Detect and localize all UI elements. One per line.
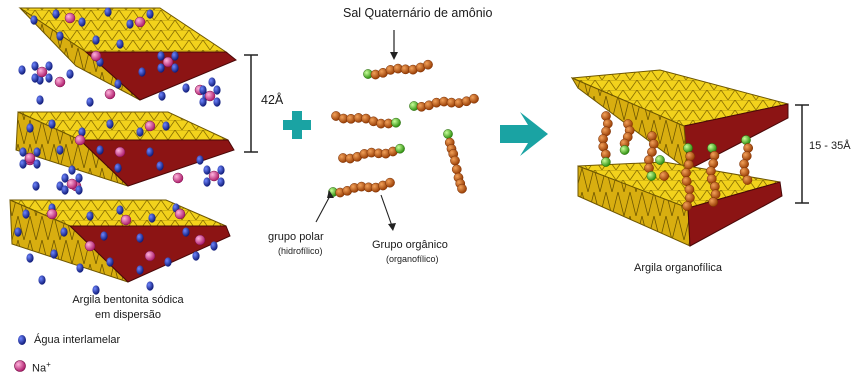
sodium-ion <box>205 91 215 101</box>
water-molecule <box>182 83 189 92</box>
water-molecule <box>19 147 26 156</box>
water-molecule <box>61 185 68 194</box>
water-molecule <box>22 209 29 218</box>
legend-sodium-charge: + <box>46 360 51 369</box>
water-molecule <box>203 177 210 186</box>
water-molecule <box>60 227 67 236</box>
sodium-ion <box>85 241 95 251</box>
sodium-ion <box>209 171 219 181</box>
ammonium-chain <box>620 119 634 154</box>
water-molecule <box>146 147 153 156</box>
sodium-ion <box>121 215 131 225</box>
water-molecule <box>136 233 143 242</box>
water-molecule <box>86 211 93 220</box>
water-molecule <box>116 205 123 214</box>
water-molecule <box>171 63 178 72</box>
sodium-ion-icon <box>15 361 26 372</box>
water-molecule <box>138 67 145 76</box>
water-molecule <box>208 77 215 86</box>
water-molecule <box>26 253 33 262</box>
water-molecule <box>48 119 55 128</box>
water-molecule <box>158 91 165 100</box>
legend-water-label: Água interlamelar <box>34 334 121 346</box>
organic-group-label: Grupo orgânico <box>372 239 448 251</box>
water-molecule <box>31 73 38 82</box>
water-molecule <box>213 85 220 94</box>
bentonite-stack <box>10 7 236 294</box>
plus-sign <box>283 111 311 139</box>
group-pointers <box>316 190 396 231</box>
water-molecule <box>33 147 40 156</box>
water-molecule <box>116 39 123 48</box>
water-molecule <box>45 61 52 70</box>
sodium-ion <box>25 153 35 163</box>
water-molecule <box>213 97 220 106</box>
ammonium-chain <box>443 129 466 193</box>
water-molecule <box>56 145 63 154</box>
water-molecule <box>199 85 206 94</box>
water-molecule <box>192 251 199 260</box>
water-molecule <box>157 51 164 60</box>
sodium-ion <box>145 251 155 261</box>
water-molecule <box>217 165 224 174</box>
water-molecule <box>182 227 189 236</box>
ammonium-chain <box>328 178 394 197</box>
water-molecule <box>162 121 169 130</box>
ammonium-chain <box>338 144 404 163</box>
ammonium-chain <box>409 94 478 111</box>
water-molecule <box>31 61 38 70</box>
water-molecule <box>136 127 143 136</box>
water-molecule <box>92 35 99 44</box>
right-spacing-bracket <box>795 105 809 203</box>
water-molecule <box>68 165 75 174</box>
organic-group-sub: (organofílico) <box>386 254 439 264</box>
ammonium-chain <box>331 111 400 128</box>
bentonite-caption-line1: Argila bentonita sódica <box>72 294 184 306</box>
sodium-ion <box>105 89 115 99</box>
water-molecule <box>157 63 164 72</box>
water-molecule <box>156 161 163 170</box>
water-molecule <box>78 17 85 26</box>
water-molecule <box>106 257 113 266</box>
sodium-ion <box>91 51 101 61</box>
water-molecule <box>75 173 82 182</box>
sodium-ion <box>75 135 85 145</box>
sodium-ion <box>115 147 125 157</box>
water-molecule <box>50 249 57 258</box>
water-molecule <box>75 185 82 194</box>
water-molecule <box>196 155 203 164</box>
sodium-ion <box>47 209 57 219</box>
water-molecule <box>146 9 153 18</box>
water-molecule <box>148 213 155 222</box>
sodium-ion <box>163 57 173 67</box>
water-molecule <box>45 73 52 82</box>
sodium-ion <box>175 209 185 219</box>
quaternary-ammonium-molecules <box>328 60 478 197</box>
water-molecule <box>100 231 107 240</box>
organoclay-lower-layer <box>578 162 782 246</box>
water-molecule <box>52 9 59 18</box>
water-molecule <box>210 241 217 250</box>
sodium-ion <box>55 77 65 87</box>
process-arrow <box>500 112 548 156</box>
water-molecule <box>217 177 224 186</box>
water-molecule <box>114 79 121 88</box>
quaternary-salt-label: Sal Quaternário de amônio <box>343 6 493 20</box>
water-molecule <box>66 69 73 78</box>
legend-sodium-text: Na <box>32 362 47 375</box>
left-spacing-bracket <box>244 55 258 152</box>
organoclay-caption: Argila organofílica <box>634 262 723 274</box>
water-molecule <box>203 165 210 174</box>
water-molecule <box>199 97 206 106</box>
sodium-ion <box>145 121 155 131</box>
polar-group-sub: (hidrofílico) <box>278 246 323 256</box>
water-molecule <box>30 15 37 24</box>
water-molecule <box>18 65 25 74</box>
sodium-ion <box>37 67 47 77</box>
water-molecule <box>96 145 103 154</box>
right-spacing-label: 15 - 35Å <box>809 140 851 152</box>
water-molecule <box>36 95 43 104</box>
organoclay <box>572 70 788 246</box>
water-molecule <box>14 227 21 236</box>
water-molecule <box>33 159 40 168</box>
sodium-ion <box>135 17 145 27</box>
ammonium-chain <box>598 111 612 166</box>
sodium-ion <box>65 13 75 23</box>
water-molecule <box>26 123 33 132</box>
ammonium-chain <box>363 60 432 79</box>
water-molecule <box>19 159 26 168</box>
water-molecule <box>32 181 39 190</box>
label-pointer <box>390 30 398 60</box>
sodium-ion <box>195 235 205 245</box>
sodium-ion <box>67 179 77 189</box>
water-molecule <box>38 275 45 284</box>
water-molecule <box>76 263 83 272</box>
bentonite-caption-line2: em dispersão <box>94 309 162 321</box>
water-molecule <box>104 7 111 16</box>
left-spacing-label: 42Å <box>261 93 284 107</box>
water-molecule <box>136 265 143 274</box>
water-molecule <box>146 281 153 290</box>
water-molecule <box>114 163 121 172</box>
legend-icons <box>15 335 27 372</box>
sodium-ion <box>173 173 183 183</box>
polar-group-label: grupo polar <box>268 231 324 243</box>
water-molecule <box>86 97 93 106</box>
water-molecule-icon <box>18 335 26 345</box>
legend-sodium-label <box>32 360 51 375</box>
water-molecule <box>61 173 68 182</box>
water-molecule <box>164 257 171 266</box>
water-molecule <box>56 31 63 40</box>
water-molecule <box>106 119 113 128</box>
water-molecule <box>171 51 178 60</box>
water-molecule <box>126 19 133 28</box>
